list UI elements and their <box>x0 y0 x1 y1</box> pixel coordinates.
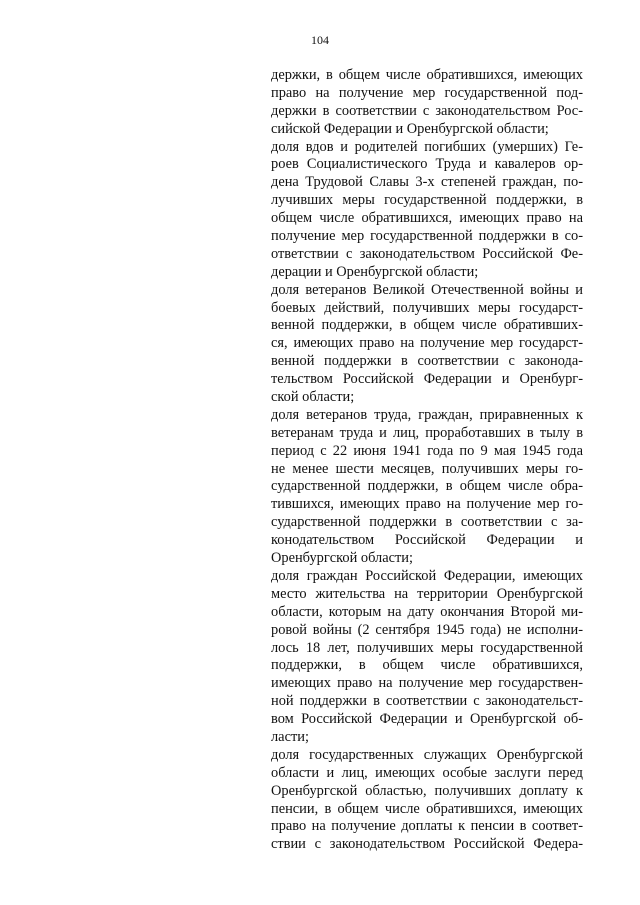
text-line: лучивших меры государственной поддержки, в <box>271 192 583 209</box>
text-line: ветеранам труда и лиц, проработавших в тылу в <box>271 424 583 441</box>
text-line: конодательством Российской Федерации и <box>271 532 583 549</box>
text-line: доля государственных служащих Оренбургской <box>271 746 583 763</box>
page-number: 104 <box>311 33 329 47</box>
text-line: дена Трудовой Славы 3-х степеней граждан, по- <box>271 174 583 191</box>
text-line: имеющих право на получение мер государствен- <box>271 675 583 692</box>
text-line: ответствии с законодательством Российской Фе- <box>271 245 583 262</box>
text-line: общем числе обратившихся, имеющих право на <box>271 210 583 227</box>
text-line: тельством Российской Федерации и Оренбург- <box>271 371 583 388</box>
text-line: доля ветеранов труда, граждан, приравненных к <box>271 406 583 423</box>
text-line: венной поддержки, в общем числе обративших- <box>271 317 583 334</box>
text-line: получение мер государственной поддержки в со- <box>271 228 583 245</box>
text-line: области, которым на дату окончания Второй ми- <box>271 603 583 620</box>
text-line: сийской Федерации и Оренбургской области; <box>271 120 549 137</box>
text-line: не менее шести месяцев, получивших меры го- <box>271 460 583 477</box>
text-line: держки в соответствии с законодательством Рос- <box>271 102 583 119</box>
text-line: лось 18 лет, получивших меры государственной <box>271 639 583 656</box>
text-line: период с 22 июня 1941 года по 9 мая 1945 года <box>271 442 583 459</box>
text-line: тившихся, имеющих право на получение мер го- <box>271 496 583 513</box>
text-line: ся, имеющих право на получение мер государст- <box>271 335 583 352</box>
text-line: вом Российской Федерации и Оренбургской об- <box>271 711 583 728</box>
text-line: ской области; <box>271 389 355 406</box>
text-line: поддержки, в общем числе обратившихся, <box>271 657 583 674</box>
text-line: венной поддержки в соответствии с законода- <box>271 353 583 370</box>
text-line: ной поддержки в соответствии с законодательст- <box>271 693 583 710</box>
text-line: Оренбургской области; <box>271 550 413 567</box>
text-line: сударственной поддержки в соответствии с за- <box>271 514 583 531</box>
text-line: держки, в общем числе обратившихся, имеющих <box>271 67 583 83</box>
text-line: пенсии, в общем числе обратившихся, имеющих <box>271 800 583 817</box>
text-line: ласти; <box>271 728 309 745</box>
text-line: право на получение доплаты к пенсии в соответ- <box>271 818 583 835</box>
text-line: роев Социалистического Труда и кавалеров ор- <box>271 156 583 173</box>
text-line: боевых действий, получивших меры государст- <box>271 299 583 316</box>
text-line: доля ветеранов Великой Отечественной войны и <box>271 281 583 298</box>
text-line: ровой войны (2 сентября 1945 года) не исполни- <box>271 621 583 638</box>
document-body-text <box>271 67 583 854</box>
text-line: области и лиц, имеющих особые заслуги перед <box>271 764 583 781</box>
text-line: сударственной поддержки, в общем числе обра- <box>271 478 583 495</box>
text-line: доля вдов и родителей погибших (умерших) Ге- <box>271 138 583 155</box>
text-line: ствии с законодательством Российской Федера- <box>271 836 583 853</box>
text-line: дерации и Оренбургской области; <box>271 263 479 280</box>
text-line: право на получение мер государственной под- <box>271 84 583 101</box>
text-line: место жительства на территории Оренбургской <box>271 585 583 602</box>
text-line: Оренбургской областью, получивших доплату к <box>271 782 583 799</box>
text-line: доля граждан Российской Федерации, имеющих <box>271 567 583 584</box>
